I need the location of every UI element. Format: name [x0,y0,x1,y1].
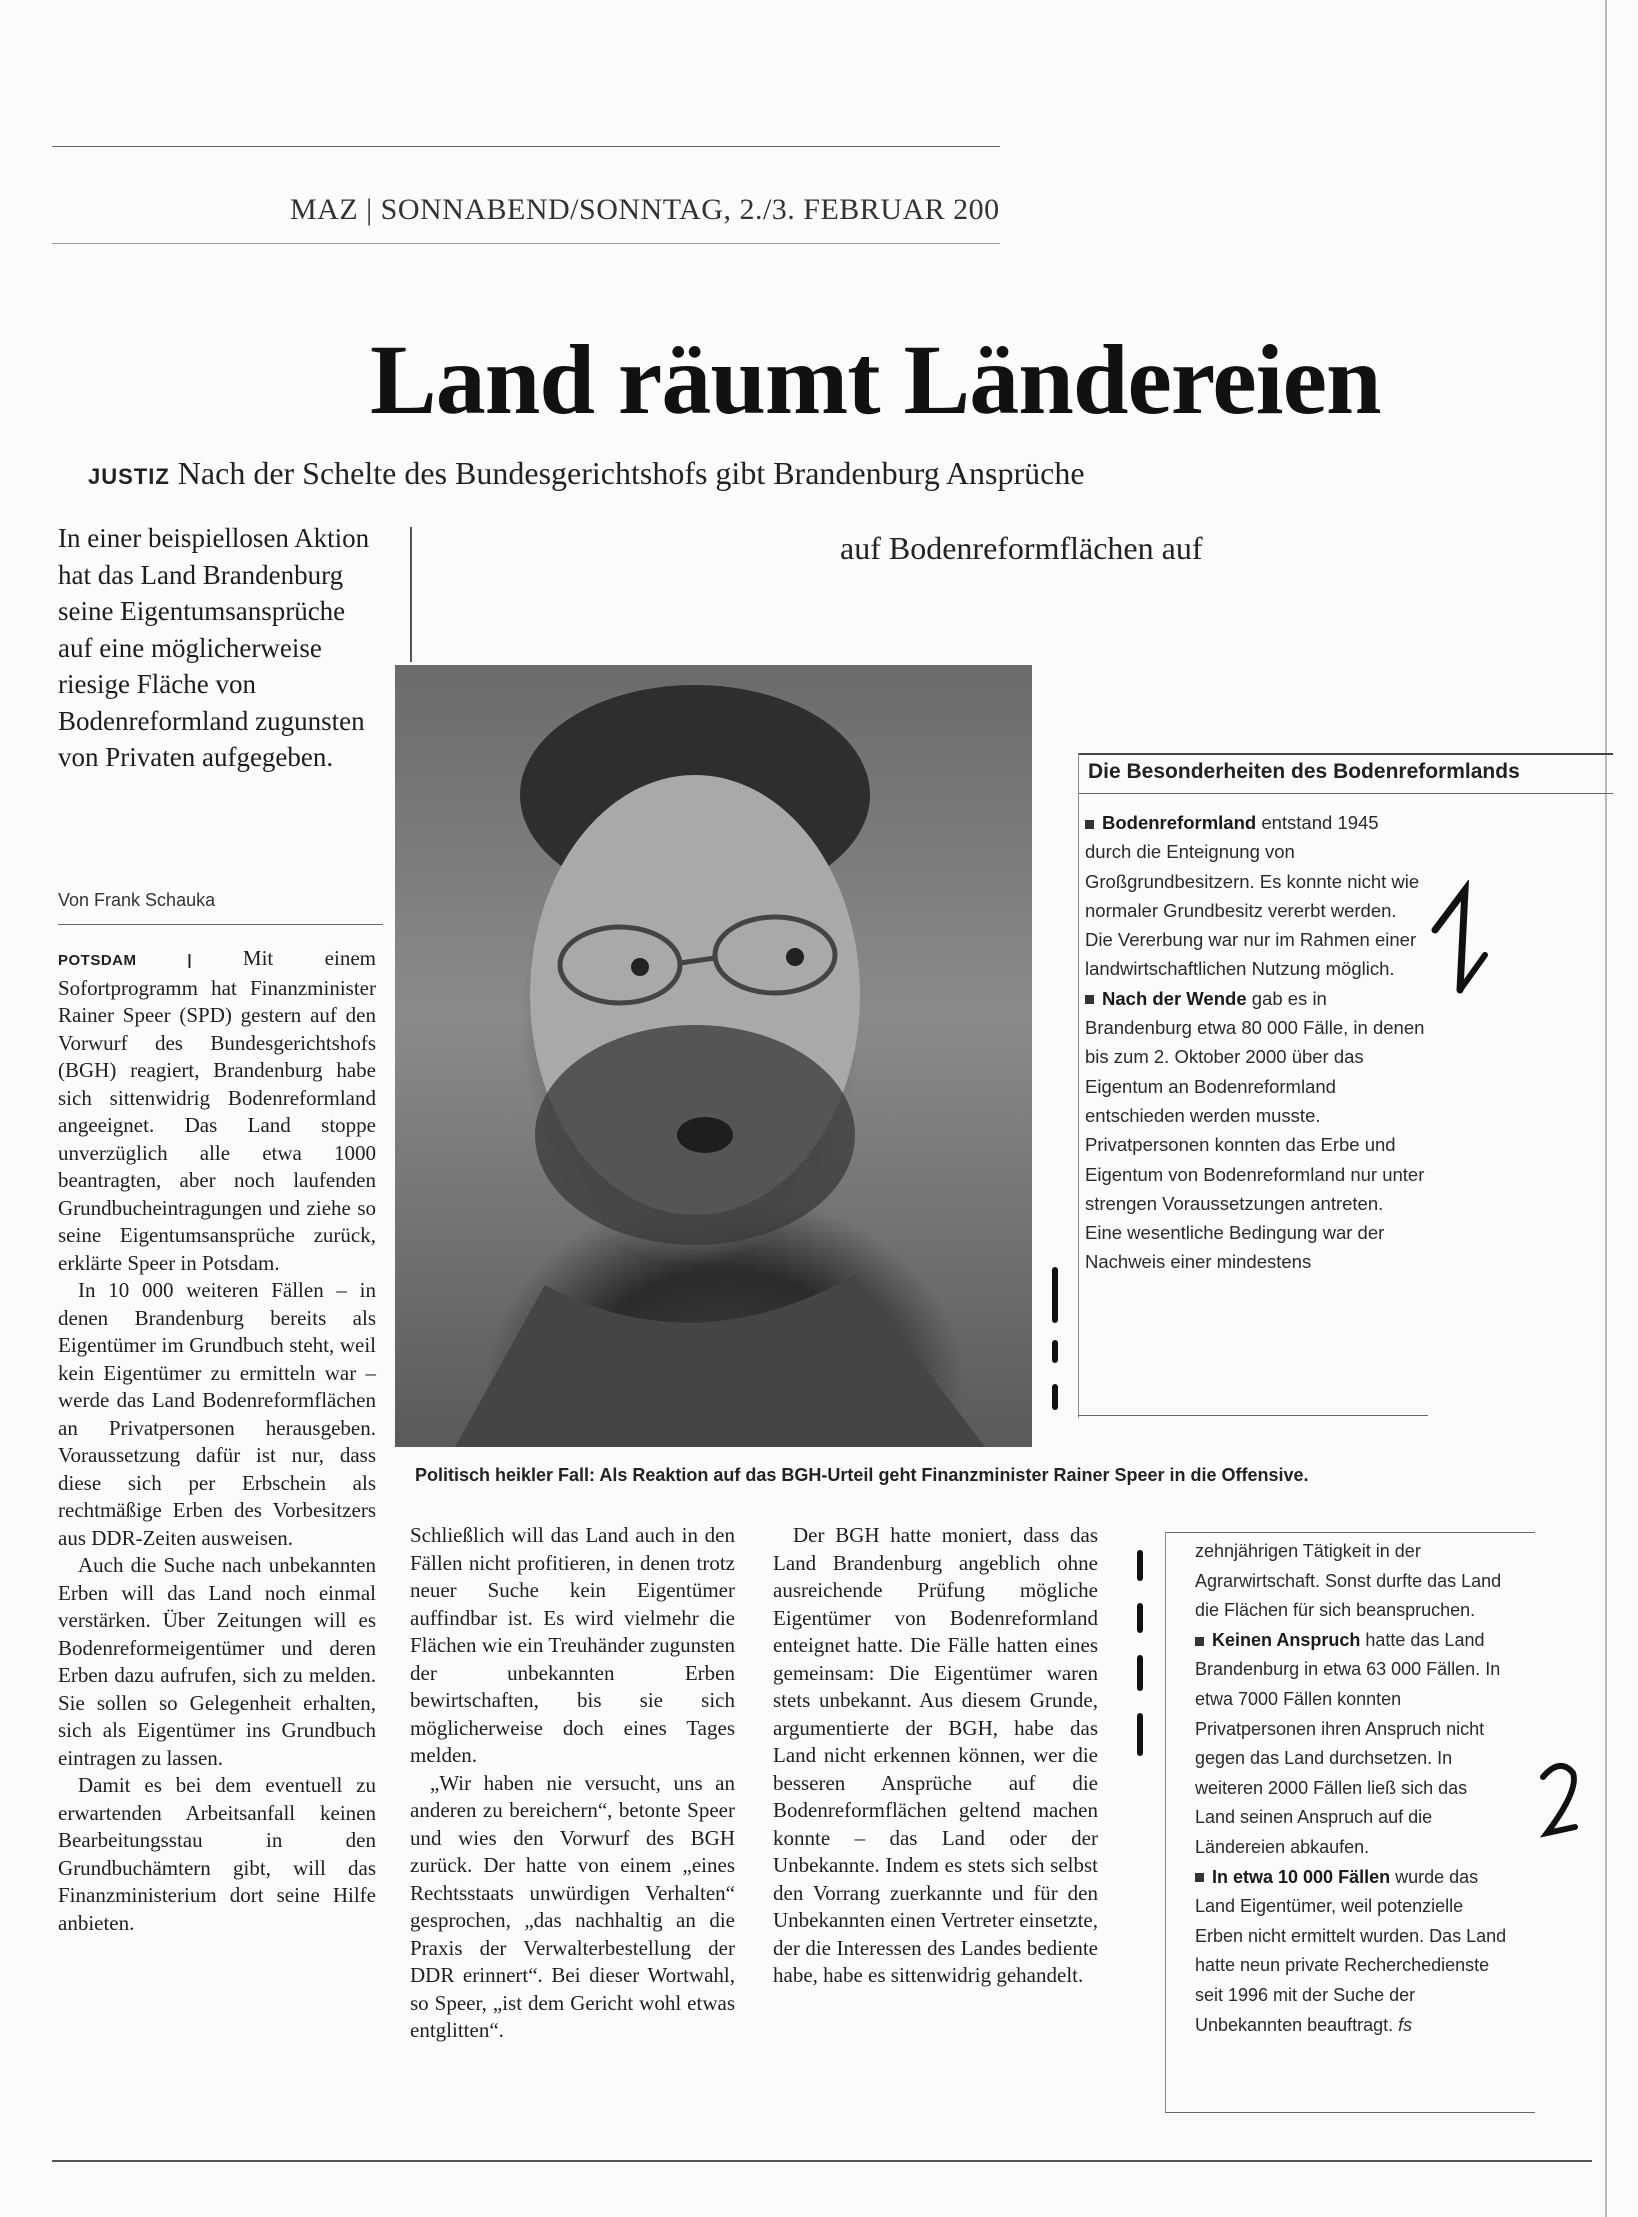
col2-paragraph-2: „Wir haben nie versucht, uns an anderen zu bereichern“, betonte Speer und wies den Vorwurf des BGH zurück. Der hatte von einem „eines Rechtsstaats unwürdigen Verhalten“ gesprochen, „das nachhaltig an die Praxis der Verwalterbestellung der DDR erinnert“. Bei dieser Wortwahl, so Speer, „ist dem Gericht wohl etwas entglitten“. [410,1770,735,2042]
handwritten-marks-1 [1045,1265,1065,1415]
infobox2-bottom-rule [1165,2112,1535,2113]
right-edge-line [1605,0,1607,2217]
infobox-bullet-2-heading: Nach der Wende [1102,987,1247,1009]
infobox-bullet-2-text: gab es in Brandenburg etwa 80 000 Fälle, in denen bis zum 2. Oktober 2000 über das Eigentum an Bodenreformland entschieden werden musste. Privatpersonen konnten das Erbe und Eigentum von Bodenreformland nur unter strengen Voraussetzungen antreten. Eine wesentliche Bedingung war der Nachweis einer mindestens [1085,987,1425,1273]
handwritten-number-2 [1535,1755,1585,1845]
dateline-rule [52,243,1000,244]
col3-paragraph-1: Der BGH hatte moniert, dass das Land Brandenburg angeblich ohne ausreichende Prüfung mögliche Eigentümer von Bodenreformland enteignet hatte. Die Fälle hatten eines gemeinsam: Die Eigentümer waren stets unbekannt. Aus diesem Grunde, argumentierte der BGH, habe das Land nicht erkennen können, wer die besseren Ansprüche auf die Bodenreformflächen geltend machen konnte – das Land oder der Unbekannte. Indem es stets sich selbst den Vorrang zuerkannte und für den Unbekannten einen Vertreter einsetzte, der die Interessen des Landes bediente habe, habe es sittenwidrig gehandelt. [773,1523,1098,1987]
dateline: MAZ | SONNABEND/SONNTAG, 2./3. FEBRUAR 200 [290,193,1000,226]
lead-divider [410,527,412,662]
photo-caption: Politisch heikler Fall: Als Reaktion auf das BGH-Urteil geht Finanzminister Rainer Speer in die Offensive. [415,1465,1309,1485]
kicker [88,455,1338,492]
bottom-rule [52,2160,1592,2162]
handwritten-1-icon [1430,880,1500,1000]
infobox-bullet-1-heading: Bodenreformland [1102,812,1257,833]
portrait-illustration [395,665,1032,1447]
infobox-left-rule [1078,753,1079,1418]
handwritten-2-icon [1535,1755,1585,1845]
infobox-title-rule [1078,793,1613,794]
tally-marks-icon [1130,1548,1150,1763]
handwritten-marks-2 [1130,1548,1150,1763]
eye-right [786,948,804,966]
author-initials: fs [1398,2014,1413,2035]
col2-paragraph-1: Schließlich will das Land auch in den Fällen nicht profitieren, in denen trotz neuer Suche kein Eigentümer auffindbar ist. Es wird vielmehr die Flächen wie ein Treuhänder zugunsten der unbekannten Erben bewirtschaften, bis sie sich möglicherweise doch eines Tages melden. [410,1523,735,1767]
article-column-1 [58,945,376,1937]
byline: Von Frank Schauka [58,890,216,910]
top-rule [52,146,1000,147]
bullet-icon [1195,1637,1204,1646]
bullet-icon [1195,1873,1204,1882]
kicker-text: Nach der Schelte des Bundesgerichtshofs gibt Brandenburg Ansprüche [177,455,1085,491]
lead-paragraph: In einer beispiellosen Aktion hat das Land Brandenburg seine Eigentumsansprüche auf eine möglicherweise riesige Fläche von Bodenreformland zugunsten von Privaten aufgegeben. [58,523,370,772]
byline-rule [58,924,383,925]
infobox-part-1 [1085,808,1425,1277]
bullet-icon [1085,995,1094,1004]
infobox-bullet-2-continued: zehnjährigen Tätigkeit in der Agrarwirtschaft. Sonst durfte das Land die Flächen für sich beanspruchen. [1195,1541,1502,1621]
infobox-bullet-3-heading: Keinen Anspruch [1212,1629,1361,1650]
col1-paragraph-4: Damit es bei dem eventuell zu erwartenden Arbeitsanfall keinen Bearbeitungsstau in den Grundbuchämtern gibt, will das Finanzministerium dort seine Hilfe anbieten. [58,1773,376,1935]
portrait-photo [395,665,1032,1447]
article-column-3 [773,1522,1098,1990]
infobox-bullet-4-heading: In etwa 10 000 Fällen [1212,1866,1391,1887]
infobox-title: Die Besonderheiten des Bodenreformlands [1088,760,1520,783]
infobox2-top-rule [1165,1532,1535,1533]
kicker-tag: JUSTIZ [88,464,170,489]
location-tag: POTSDAM [58,952,137,969]
col1-paragraph-3: Auch die Suche nach unbekannten Erben will das Land noch einmal verstärken. Über Zeitungen will es Bodenreformeigentümer und deren Erben dazu aufrufen, sich zu melden. Sie sollen so Gelegenheit erhalten, sich als Eigentümer ins Grundbuch eintragen zu lassen. [58,1553,376,1770]
eye-left [631,958,649,976]
infobox-bullet-1-text: entstand 1945 durch die Enteignung von Großgrundbesitzern. Es konnte nicht wie normaler Grundbesitz vererbt werden. Die Vererbung war nur im Rahmen einer landwirtschaftlichen Nutzung möglich. [1085,812,1420,980]
col1-paragraph-1: Mit einem Sofortprogramm hat Finanzminister Rainer Speer (SPD) gestern auf den Vorwurf des Bundesgerichtshofs (BGH) reagiert, Brandenburg habe sich sittenwidrig Bodenreformland angeeignet. Das Land stoppe unverzüglich alle etwa 1000 beantragten, aber noch laufenden Grundbucheintragungen und ziehe so seine Eigentumsansprüche zurück, erklärte Speer in Potsdam. [58,946,376,1275]
tally-marks-icon [1045,1265,1065,1415]
handwritten-number-1 [1430,880,1500,1000]
infobox-top-rule [1078,753,1613,755]
infobox-bullet-3-text: hatte das Land Brandenburg in etwa 63 000 Fällen. In etwa 7000 Fällen konnten Privatpersonen ihren Anspruch nicht gegen das Land durchsetzen. In weiteren 2000 Fällen ließ sich das Land seinen Anspruch auf die Ländereien abkaufen. [1195,1629,1501,1857]
infobox-part-2 [1195,1537,1510,2040]
location-separator: | [136,952,243,969]
headline: Land räumt Ländereien [370,324,1381,435]
article-column-2 [410,1522,735,2045]
shirt [455,1275,985,1447]
infobox-bottom-rule [1078,1415,1428,1416]
col1-paragraph-2: In 10 000 weiteren Fällen – in denen Brandenburg bereits als Eigentümer im Grundbuch steht, weil kein Eigentümer zu ermitteln war – werde das Land Bodenreformflächen an Privatpersonen herausgeben. Voraussetzung dafür ist nur, dass diese sich per Erbschein als rechtmäßige Erben des Vorbesitzers aus DDR-Zeiten ausweisen. [58,1278,376,1550]
bullet-icon [1085,820,1094,829]
kicker-text-continued: auf Bodenreformflächen auf [840,530,1203,566]
infobox2-left-rule [1165,1532,1166,2112]
mouth [677,1117,733,1153]
infobox-bullet-4-text: wurde das Land Eigentümer, weil potenzielle Erben nicht ermittelt wurden. Das Land hatte neun private Recherchedienste seit 1996 mit der Suche der Unbekannten beauftragt. [1195,1866,1507,2035]
